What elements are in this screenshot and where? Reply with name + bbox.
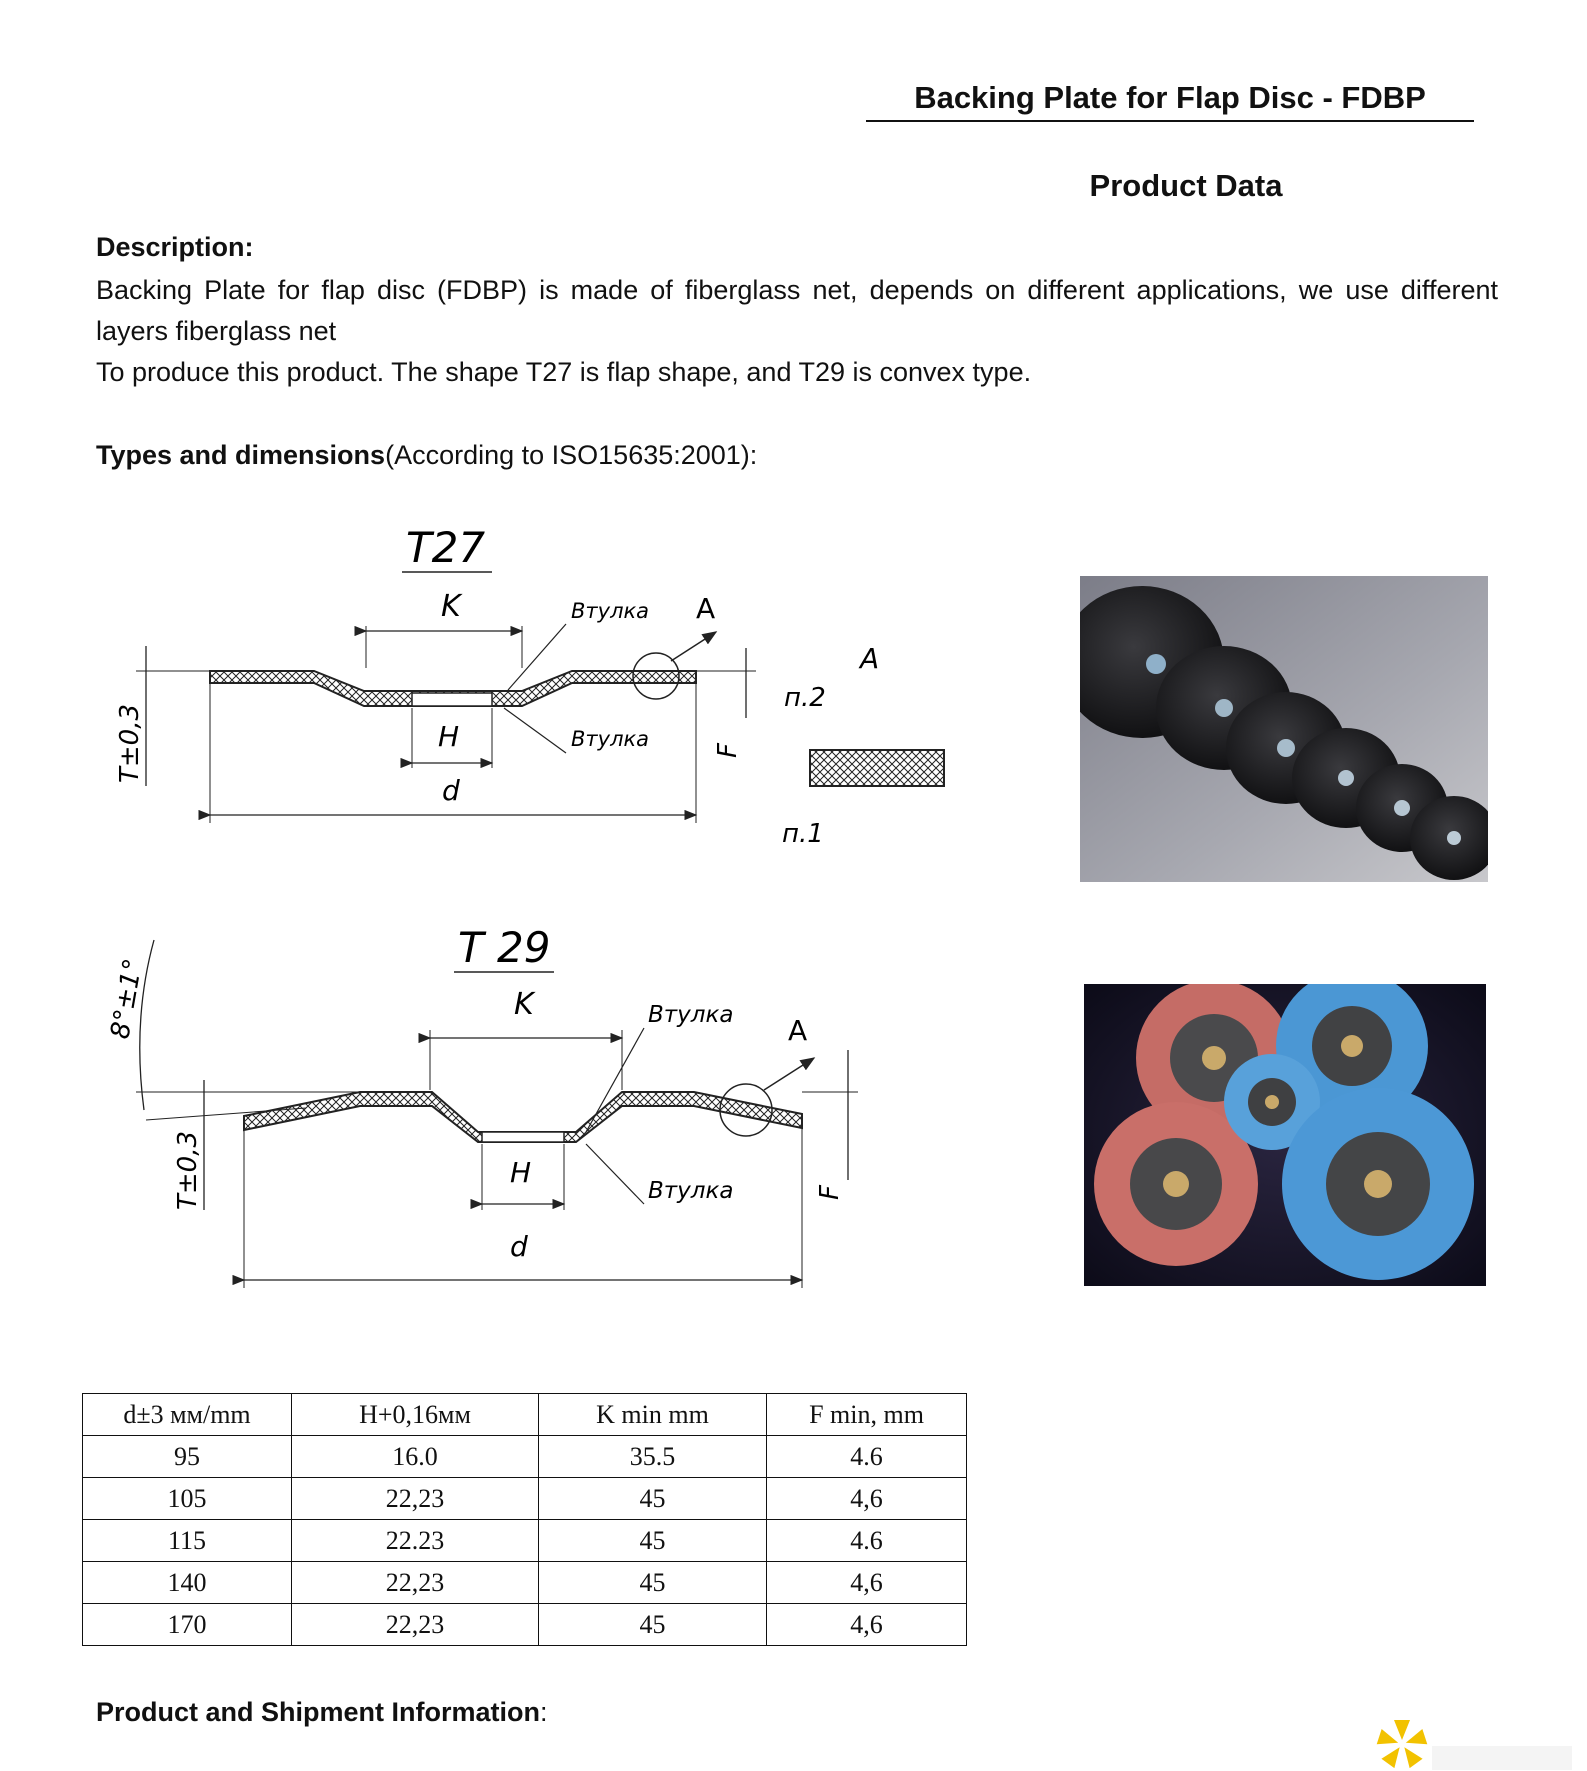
types-heading: Types and dimensions bbox=[96, 440, 386, 470]
table-cell: 4.6 bbox=[767, 1436, 967, 1478]
table-cell: 115 bbox=[83, 1520, 292, 1562]
table-cell: 45 bbox=[539, 1562, 767, 1604]
page-title: Backing Plate for Flap Disc - FDBP bbox=[866, 80, 1474, 122]
table-row bbox=[83, 1562, 967, 1604]
t29-bushing-bottom: Втулка bbox=[648, 1178, 734, 1204]
table-cell: 22.23 bbox=[292, 1520, 539, 1562]
table-cell: 16.0 bbox=[292, 1436, 539, 1478]
table-cell: 170 bbox=[83, 1604, 292, 1646]
t27-detail-a: A bbox=[860, 642, 880, 675]
table-row bbox=[83, 1604, 967, 1646]
types-heading-line bbox=[96, 440, 757, 471]
shipment-colon: : bbox=[540, 1697, 548, 1727]
table-cell: 45 bbox=[539, 1604, 767, 1646]
description-paragraph-2: To produce this product. The shape T27 is flap shape, and T29 is convex type. bbox=[96, 357, 1032, 387]
shipment-heading-line bbox=[96, 1697, 548, 1728]
table-header-cell: H+0,16мм bbox=[292, 1394, 539, 1436]
table-cell: 95 bbox=[83, 1436, 292, 1478]
description-heading: Description: bbox=[96, 232, 254, 262]
table-cell: 4.6 bbox=[767, 1520, 967, 1562]
shipment-heading: Product and Shipment Information bbox=[96, 1697, 540, 1727]
t27-label-h: H bbox=[438, 720, 460, 753]
t29-label-a: A bbox=[788, 1014, 808, 1047]
dimension-table bbox=[82, 1393, 967, 1646]
t29-drawing bbox=[96, 910, 976, 1300]
t29-label-d: d bbox=[510, 1230, 528, 1263]
backing-plates-photo bbox=[1080, 576, 1488, 882]
t29-bushing-top: Втулка bbox=[648, 1002, 734, 1028]
table-cell: 45 bbox=[539, 1520, 767, 1562]
t27-label-f: F bbox=[713, 743, 743, 758]
t27-label-t: T±0,3 bbox=[115, 703, 145, 783]
table-cell: 45 bbox=[539, 1478, 767, 1520]
table-header-cell: K min mm bbox=[539, 1394, 767, 1436]
t29-label-angle: 8°±1° bbox=[105, 956, 149, 1042]
table-row bbox=[83, 1436, 967, 1478]
t29-label-h: H bbox=[510, 1156, 532, 1189]
table-cell: 4,6 bbox=[767, 1562, 967, 1604]
company-logo-icon bbox=[1376, 1718, 1576, 1770]
t29-label-t: T±0,3 bbox=[173, 1130, 203, 1210]
table-cell: 105 bbox=[83, 1478, 292, 1520]
t27-bushing-bottom: Втулка bbox=[571, 727, 650, 751]
table-row bbox=[83, 1478, 967, 1520]
description-paragraph: Backing Plate for flap disc (FDBP) is made of fiberglass net, depends on different applications, we use different layers fiberglass net bbox=[96, 275, 1498, 346]
table-cell: 4,6 bbox=[767, 1478, 967, 1520]
table-cell: 4,6 bbox=[767, 1604, 967, 1646]
t29-title: T 29 bbox=[458, 923, 551, 972]
t27-title: T27 bbox=[406, 528, 486, 572]
table-row bbox=[83, 1520, 967, 1562]
table-header-cell: d±3 мм/mm bbox=[83, 1394, 292, 1436]
t27-label-k: K bbox=[441, 589, 461, 624]
t27-label-n1: п.1 bbox=[782, 819, 824, 849]
t27-drawing bbox=[96, 528, 976, 888]
t27-detail-section bbox=[810, 750, 944, 786]
t27-label-d: d bbox=[442, 774, 460, 807]
table-cell: 35.5 bbox=[539, 1436, 767, 1478]
table-header-row bbox=[83, 1394, 967, 1436]
flap-discs-photo bbox=[1084, 984, 1486, 1286]
page-subtitle: Product Data bbox=[1089, 168, 1283, 203]
table-cell: 22,23 bbox=[292, 1604, 539, 1646]
t27-label-a: A bbox=[696, 592, 716, 625]
table-cell: 22,23 bbox=[292, 1478, 539, 1520]
table-cell: 140 bbox=[83, 1562, 292, 1604]
t29-label-f: F bbox=[815, 1185, 845, 1200]
types-standard: (According to ISO15635:2001): bbox=[385, 440, 758, 470]
t27-label-n2: п.2 bbox=[784, 683, 826, 713]
table-cell: 22,23 bbox=[292, 1562, 539, 1604]
table-header-cell: F min, mm bbox=[767, 1394, 967, 1436]
t29-label-k: K bbox=[514, 987, 534, 1022]
t27-bushing-top: Втулка bbox=[571, 599, 650, 623]
